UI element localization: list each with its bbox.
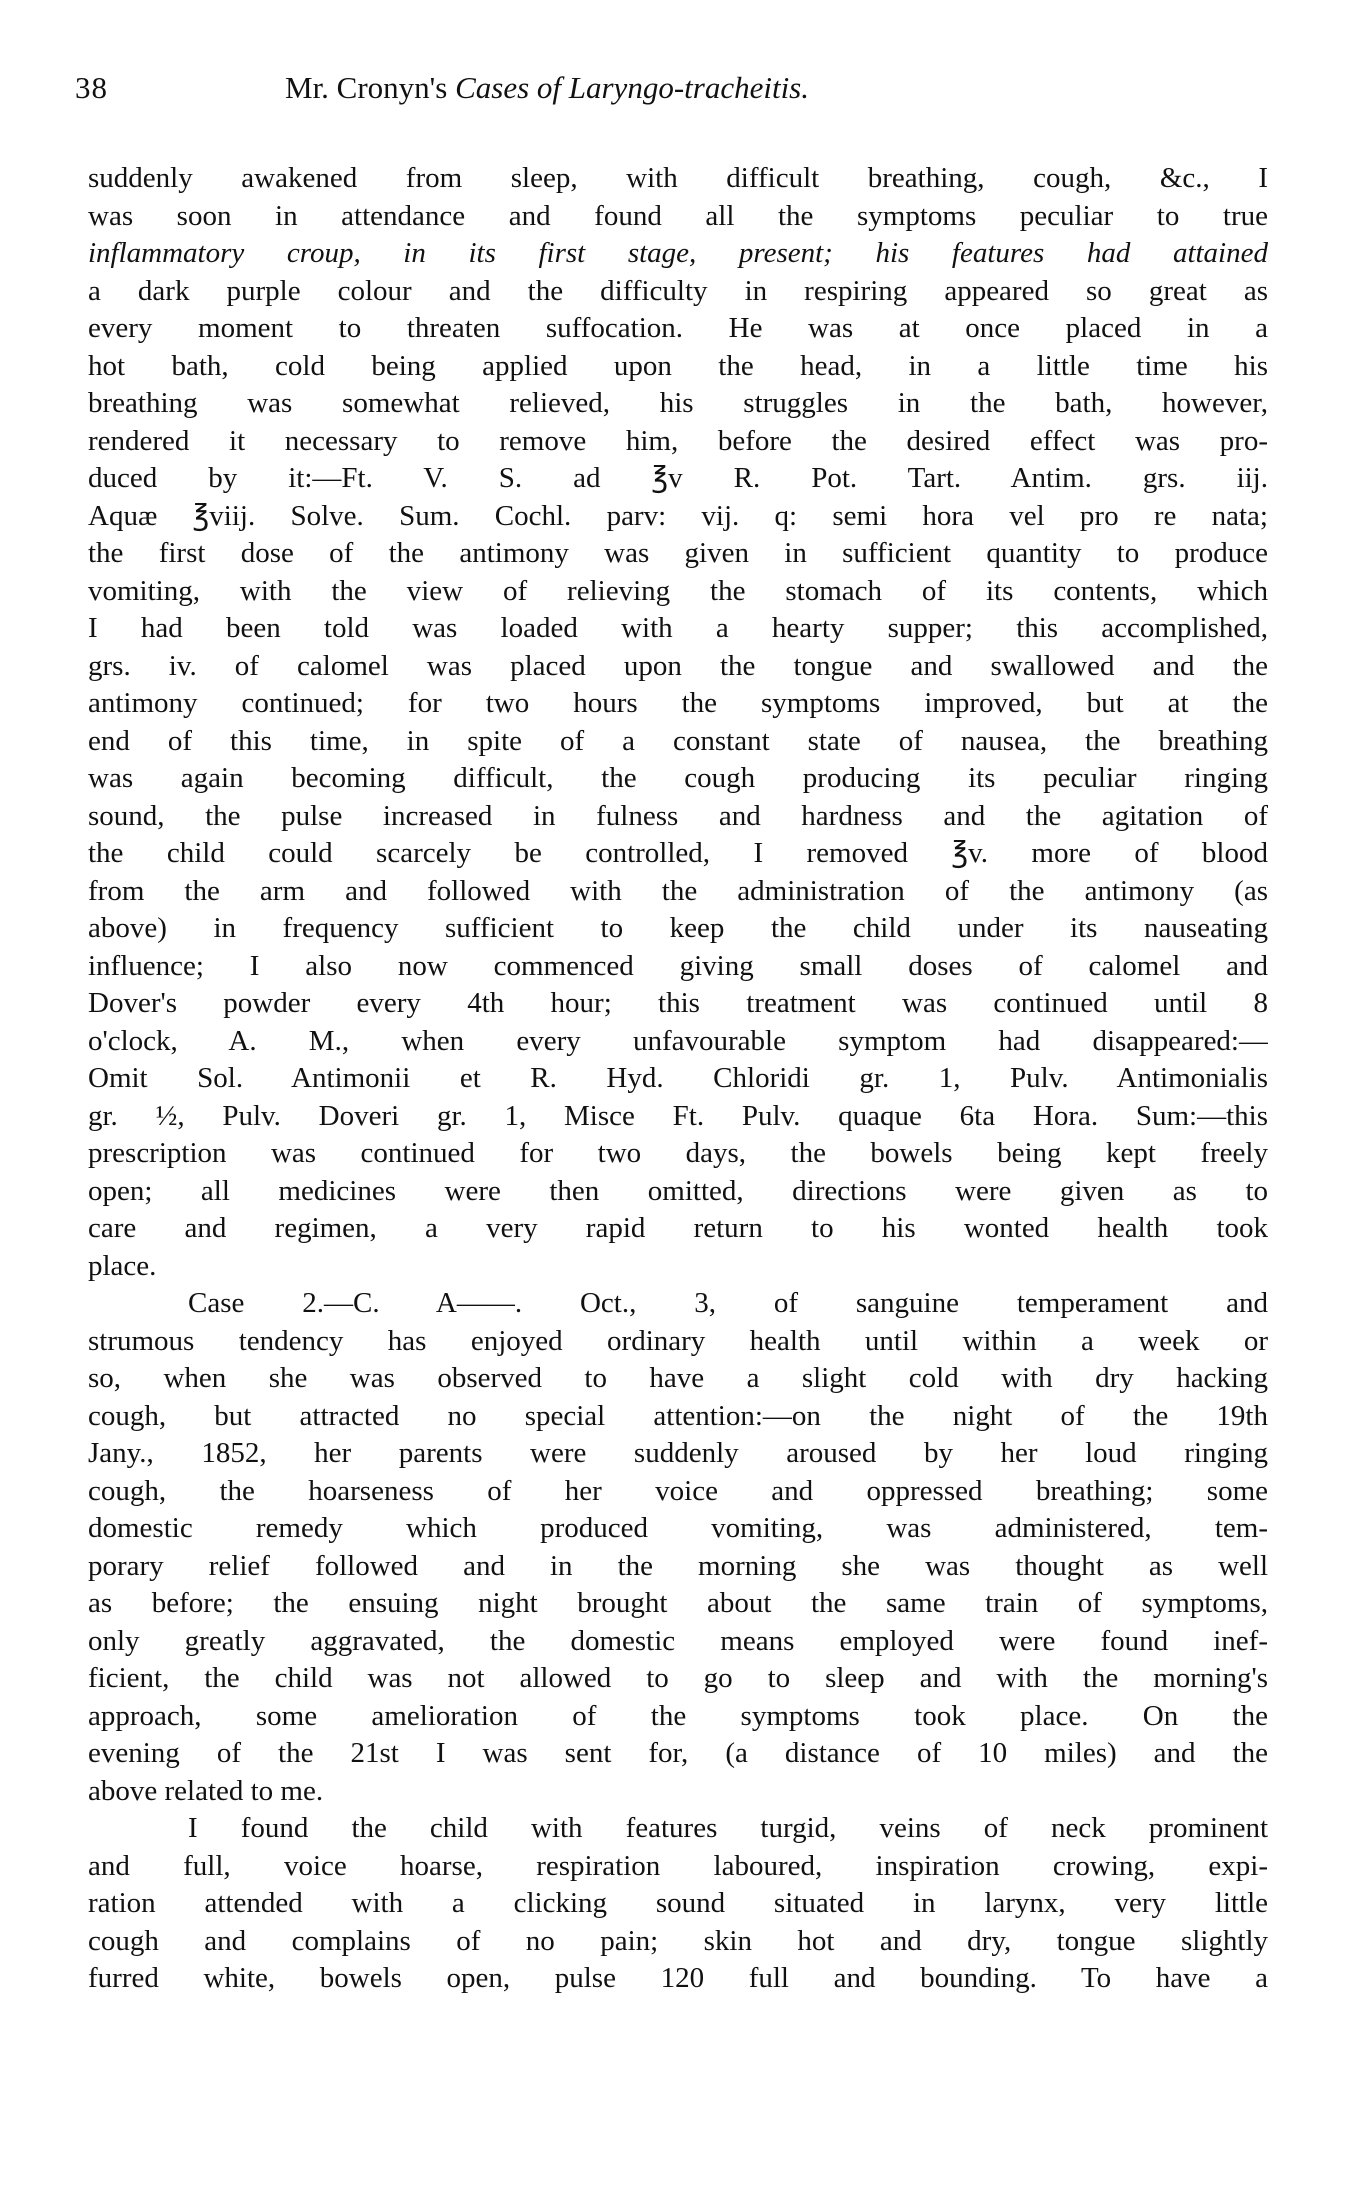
text-line: hot bath, cold being applied upon the head, in a little time his — [88, 349, 1268, 382]
text-line: cough, but attracted no special attention:—on the night of the 19th — [88, 1399, 1268, 1432]
text-line: evening of the 21st I was sent for, (a distance of 10 miles) and the — [88, 1737, 1268, 1769]
text-line: was soon in attendance and found all the symptoms peculiar to true — [88, 199, 1268, 232]
text-line: ration attended with a clicking sound situated in larynx, very little — [88, 1887, 1268, 1919]
page-number: 38 — [75, 70, 108, 105]
text-line: antimony continued; for two hours the symptoms improved, but at the — [88, 687, 1268, 719]
text-line: as before; the ensuing night brought about the same train of symptoms, — [88, 1587, 1268, 1619]
text-line: influence; I also now commenced giving small doses of calomel and — [88, 949, 1268, 982]
text-line: domestic remedy which produced vomiting, was administered, tem- — [88, 1512, 1268, 1544]
text-line: above related to me. — [88, 1774, 324, 1807]
text-line: Aquæ ℥viij. Solve. Sum. Cochl. parv: vij. q: semi hora vel pro re nata; — [88, 499, 1268, 532]
text-line: Dover's powder every 4th hour; this treatment was continued until 8 — [88, 987, 1268, 1019]
text-line: inflammatory croup, in its first stage, present; his features had attained — [88, 237, 1268, 269]
text-line: from the arm and followed with the administration of the antimony (as — [88, 874, 1268, 907]
text-line: Jany., 1852, her parents were suddenly aroused by her loud ringing — [88, 1437, 1268, 1469]
text-line: the child could scarcely be controlled, I removed ℥v. more of blood — [88, 837, 1268, 869]
text-line: only greatly aggravated, the domestic means employed were found inef- — [88, 1624, 1268, 1657]
text-line: I found the child with features turgid, veins of neck prominent — [188, 1812, 1268, 1844]
text-line: approach, some amelioration of the symptoms took place. On the — [88, 1699, 1268, 1732]
text-line: strumous tendency has enjoyed ordinary health until within a week or — [88, 1324, 1268, 1357]
text-line: place. — [88, 1249, 157, 1282]
text-line: Omit Sol. Antimonii et R. Hyd. Chloridi gr. 1, Pulv. Antimonialis — [88, 1062, 1268, 1094]
running-head — [285, 70, 809, 106]
text-line: breathing was somewhat relieved, his struggles in the bath, however, — [88, 387, 1268, 419]
text-line: was again becoming difficult, the cough producing its peculiar ringing — [88, 762, 1268, 794]
text-line: grs. iv. of calomel was placed upon the tongue and swallowed and the — [88, 649, 1268, 682]
text-line: every moment to threaten suffocation. He was at once placed in a — [88, 312, 1268, 344]
text-line: o'clock, A. M., when every unfavourable symptom had disappeared:— — [88, 1024, 1268, 1057]
text-line: vomiting, with the view of relieving the stomach of its contents, which — [88, 574, 1268, 607]
text-line: duced by it:—Ft. V. S. ad ℥v R. Pot. Tart. Antim. grs. iij. — [88, 462, 1268, 494]
text-line: porary relief followed and in the morning she was thought as well — [88, 1549, 1268, 1582]
text-line: furred white, bowels open, pulse 120 full and bounding. To have a — [88, 1962, 1268, 1994]
text-line: ficient, the child was not allowed to go to sleep and with the morning's — [88, 1662, 1268, 1694]
text-line: cough and complains of no pain; skin hot and dry, tongue slightly — [88, 1924, 1268, 1957]
text-line: gr. ½, Pulv. Doveri gr. 1, Misce Ft. Pulv. quaque 6ta Hora. Sum:—this — [88, 1099, 1268, 1132]
text-line: above) in frequency sufficient to keep the child under its nauseating — [88, 912, 1268, 944]
body-text — [88, 160, 1268, 1998]
page-header — [75, 70, 1275, 120]
running-head-title: Cases of Laryngo-tracheitis. — [455, 70, 809, 105]
text-line: suddenly awakened from sleep, with difficult breathing, cough, &c., I — [88, 162, 1268, 194]
text-line: Case 2.—C. A——. Oct., 3, of sanguine temperament and — [188, 1287, 1268, 1319]
text-line: rendered it necessary to remove him, before the desired effect was pro- — [88, 424, 1268, 457]
text-line: so, when she was observed to have a slight cold with dry hacking — [88, 1362, 1268, 1394]
text-line: care and regimen, a very rapid return to his wonted health took — [88, 1212, 1268, 1244]
text-line: a dark purple colour and the difficulty in respiring appeared so great as — [88, 274, 1268, 307]
text-line: the first dose of the antimony was given in sufficient quantity to produce — [88, 537, 1268, 569]
text-line: end of this time, in spite of a constant state of nausea, the breathing — [88, 724, 1268, 757]
running-head-author: Mr. Cronyn's — [285, 70, 448, 105]
text-line: open; all medicines were then omitted, directions were given as to — [88, 1174, 1268, 1207]
text-line: and full, voice hoarse, respiration laboured, inspiration crowing, expi- — [88, 1849, 1268, 1882]
text-line: sound, the pulse increased in fulness and hardness and the agitation of — [88, 799, 1268, 832]
text-line: cough, the hoarseness of her voice and oppressed breathing; some — [88, 1474, 1268, 1507]
text-line: prescription was continued for two days, the bowels being kept freely — [88, 1137, 1268, 1169]
text-line: I had been told was loaded with a hearty supper; this accomplished, — [88, 612, 1268, 644]
